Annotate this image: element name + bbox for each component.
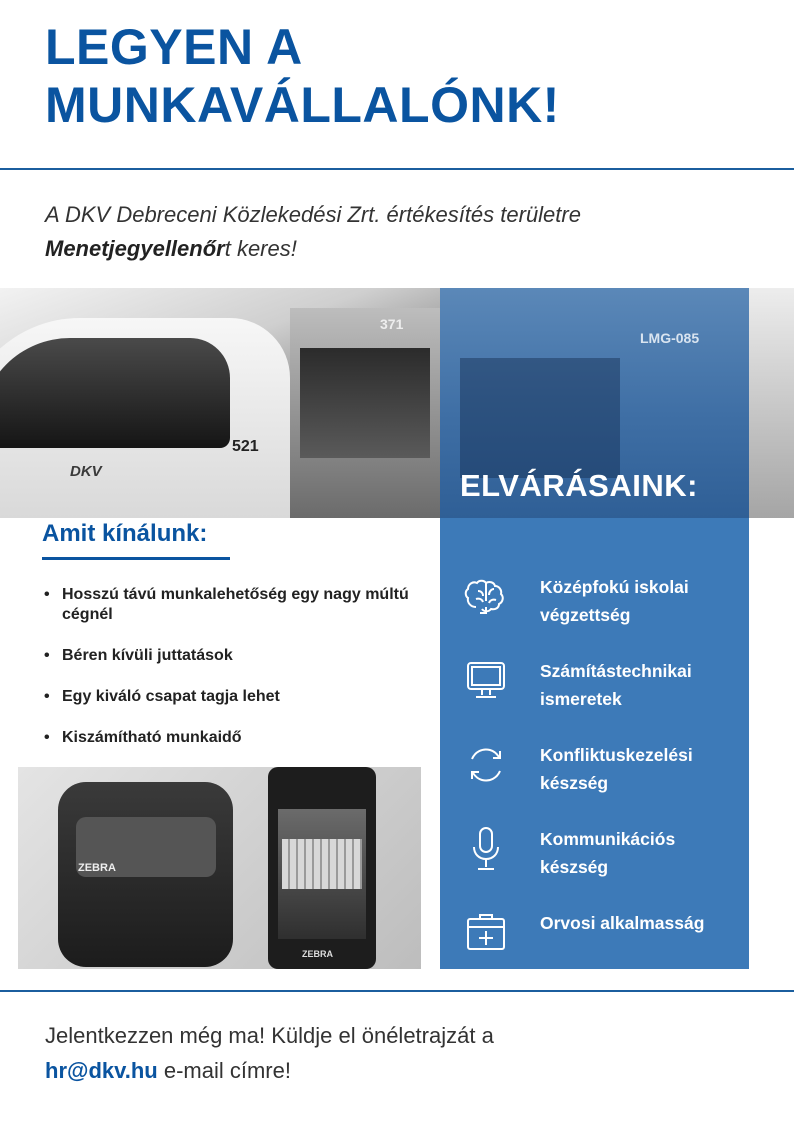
phone-screen [278,809,366,939]
requirement-item [440,573,749,643]
bus-logo: DKV [70,463,102,480]
devices-photo [18,767,421,969]
offers-list [44,585,424,769]
intro-position: Menetjegyellenőr [45,236,225,261]
list-item: • Hosszú távú munkalehetőség egy nagy múltú cégnél [44,585,424,625]
bus-front-shape [0,318,290,518]
top-divider [0,168,794,170]
microphone-icon [462,825,510,873]
cycle-arrows-icon [462,741,510,789]
intro-line-2: t keres! [224,236,297,261]
phone-keyboard [282,839,362,889]
requirement-item [440,909,749,979]
tinted-bus-window [460,358,620,478]
bottom-divider [0,990,794,992]
list-item: • Kiszámítható munkaidő [44,728,424,748]
brain-icon [462,573,510,621]
intro-line-1: A DKV Debreceni Közlekedési Zrt. értékesítés területre [45,202,581,227]
list-item: • Egy kiváló csapat tagja lehet [44,687,424,707]
requirement-item [440,825,749,895]
printer-shape [58,782,233,967]
page-title [45,18,560,134]
requirements-panel [440,288,749,969]
phone-shape [268,767,376,969]
phone-brand: ZEBRA [302,949,333,959]
bus-side-window [300,348,430,458]
requirement-item [440,741,749,811]
offers-title: Amit kínálunk: [42,520,208,547]
monitor-icon [462,657,510,705]
title-line-1: LEGYEN A [45,19,303,75]
bus-windshield [0,338,230,448]
email-link[interactable]: hr@dkv.hu [45,1058,158,1083]
title-line-2: MUNKAVÁLLALÓNK! [45,77,560,133]
list-item: • Béren kívüli juttatások [44,646,424,666]
requirements-title: ELVÁRÁSAINK: [460,468,698,503]
bus-number-2: 371 [380,316,404,332]
requirement-text: Orvosi alkalmasság [540,913,705,933]
requirement-item [440,657,749,727]
footer-line-2: e-mail címre! [157,1058,291,1083]
bus-photo [0,288,440,518]
bus-plate: LMG-085 [640,330,700,346]
bus-photo-edge [749,288,794,518]
requirement-text: Középfokú iskolai végzettség [540,577,689,625]
offers-title-underline [42,557,230,560]
requirement-text: Számítástechnikai ismeretek [540,661,692,709]
printer-brand: ZEBRA [78,862,116,874]
footer-text [45,1018,765,1088]
requirement-text: Kommunikációs készség [540,829,676,877]
requirement-text: Konfliktuskezelési készség [540,745,693,793]
bus-number: 521 [232,438,259,455]
medical-kit-icon [462,909,510,957]
intro-text [45,198,745,266]
footer-line-1: Jelentkezzen még ma! Küldje el önéletrajzát a [45,1023,494,1048]
